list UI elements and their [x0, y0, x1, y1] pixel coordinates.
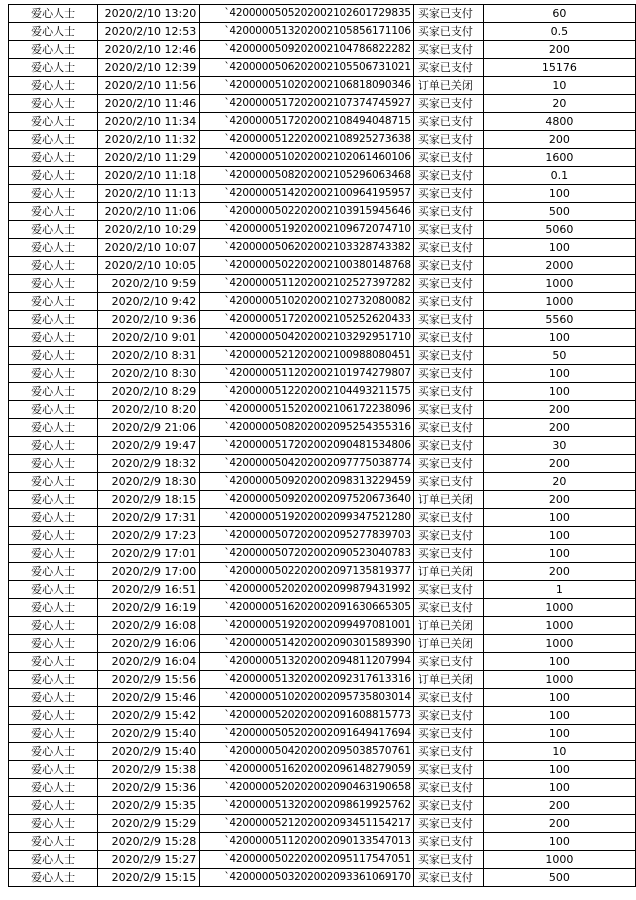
timestamp-cell: 2020/2/10 13:20	[98, 5, 200, 23]
amount-cell: 1000	[483, 599, 635, 617]
table-row	[9, 365, 636, 383]
table-row	[9, 185, 636, 203]
amount-cell: 1000	[483, 671, 635, 689]
table-row	[9, 41, 636, 59]
payment-status-cell: 买家已支付	[413, 293, 483, 311]
donor-name-cell: 爱心人士	[9, 293, 98, 311]
amount-cell: 2000	[483, 257, 635, 275]
order-number-cell: `4200000502202002100380148768	[200, 257, 414, 275]
table-row	[9, 23, 636, 41]
order-number-cell: `4200000506202002103328743382	[200, 239, 414, 257]
timestamp-cell: 2020/2/9 16:08	[98, 617, 200, 635]
table-row	[9, 743, 636, 761]
payment-status-cell: 买家已支付	[413, 833, 483, 851]
donor-name-cell: 爱心人士	[9, 851, 98, 869]
timestamp-cell: 2020/2/9 15:35	[98, 797, 200, 815]
donor-name-cell: 爱心人士	[9, 743, 98, 761]
payment-status-cell: 买家已支付	[413, 41, 483, 59]
timestamp-cell: 2020/2/10 12:39	[98, 59, 200, 77]
timestamp-cell: 2020/2/10 12:46	[98, 41, 200, 59]
payment-status-cell: 买家已支付	[413, 23, 483, 41]
donor-name-cell: 爱心人士	[9, 149, 98, 167]
payment-status-cell: 订单已关闭	[413, 671, 483, 689]
table-row	[9, 383, 636, 401]
order-number-cell: `4200000520202002099879431992	[200, 581, 414, 599]
donor-name-cell: 爱心人士	[9, 401, 98, 419]
amount-cell: 100	[483, 185, 635, 203]
donor-name-cell: 爱心人士	[9, 869, 98, 887]
timestamp-cell: 2020/2/9 17:31	[98, 509, 200, 527]
payment-status-cell: 买家已支付	[413, 59, 483, 77]
donor-name-cell: 爱心人士	[9, 527, 98, 545]
donor-name-cell: 爱心人士	[9, 653, 98, 671]
donor-name-cell: 爱心人士	[9, 41, 98, 59]
timestamp-cell: 2020/2/9 18:32	[98, 455, 200, 473]
order-number-cell: `4200000503202002093361069170	[200, 869, 414, 887]
table-row	[9, 293, 636, 311]
donor-name-cell: 爱心人士	[9, 59, 98, 77]
timestamp-cell: 2020/2/9 17:23	[98, 527, 200, 545]
order-number-cell: `4200000521202002100988080451	[200, 347, 414, 365]
timestamp-cell: 2020/2/9 15:29	[98, 815, 200, 833]
table-row	[9, 203, 636, 221]
timestamp-cell: 2020/2/9 16:06	[98, 635, 200, 653]
amount-cell: 100	[483, 365, 635, 383]
payment-status-cell: 买家已支付	[413, 725, 483, 743]
table-row	[9, 221, 636, 239]
payment-status-cell: 买家已支付	[413, 203, 483, 221]
amount-cell: 15176	[483, 59, 635, 77]
amount-cell: 100	[483, 707, 635, 725]
donor-name-cell: 爱心人士	[9, 617, 98, 635]
table-row	[9, 527, 636, 545]
timestamp-cell: 2020/2/9 15:36	[98, 779, 200, 797]
amount-cell: 100	[483, 527, 635, 545]
order-number-cell: `4200000502202002095117547051	[200, 851, 414, 869]
donor-name-cell: 爱心人士	[9, 113, 98, 131]
order-number-cell: `4200000510202002102732080082	[200, 293, 414, 311]
donor-name-cell: 爱心人士	[9, 95, 98, 113]
donor-name-cell: 爱心人士	[9, 257, 98, 275]
table-row	[9, 347, 636, 365]
payment-status-cell: 买家已支付	[413, 545, 483, 563]
payment-status-cell: 买家已支付	[413, 383, 483, 401]
amount-cell: 100	[483, 329, 635, 347]
timestamp-cell: 2020/2/10 10:05	[98, 257, 200, 275]
amount-cell: 100	[483, 509, 635, 527]
amount-cell: 1000	[483, 293, 635, 311]
donor-name-cell: 爱心人士	[9, 203, 98, 221]
order-number-cell: `4200000505202002091649417694	[200, 725, 414, 743]
donor-name-cell: 爱心人士	[9, 419, 98, 437]
order-number-cell: `4200000513202002092317613316	[200, 671, 414, 689]
order-number-cell: `4200000506202002105506731021	[200, 59, 414, 77]
amount-cell: 100	[483, 779, 635, 797]
payment-status-cell: 买家已支付	[413, 239, 483, 257]
table-row	[9, 509, 636, 527]
timestamp-cell: 2020/2/10 8:20	[98, 401, 200, 419]
donor-name-cell: 爱心人士	[9, 275, 98, 293]
order-number-cell: `4200000505202002102601729835	[200, 5, 414, 23]
donor-name-cell: 爱心人士	[9, 77, 98, 95]
amount-cell: 0.5	[483, 23, 635, 41]
table-row	[9, 491, 636, 509]
timestamp-cell: 2020/2/10 11:06	[98, 203, 200, 221]
payment-status-cell: 订单已关闭	[413, 563, 483, 581]
table-row	[9, 5, 636, 23]
order-number-cell: `4200000508202002095254355316	[200, 419, 414, 437]
timestamp-cell: 2020/2/9 17:01	[98, 545, 200, 563]
payment-status-cell: 买家已支付	[413, 527, 483, 545]
timestamp-cell: 2020/2/9 15:40	[98, 725, 200, 743]
timestamp-cell: 2020/2/9 17:00	[98, 563, 200, 581]
table-row	[9, 401, 636, 419]
timestamp-cell: 2020/2/10 9:42	[98, 293, 200, 311]
timestamp-cell: 2020/2/9 16:04	[98, 653, 200, 671]
amount-cell: 1600	[483, 149, 635, 167]
table-row	[9, 725, 636, 743]
order-number-cell: `4200000507202002090523040783	[200, 545, 414, 563]
table-row	[9, 311, 636, 329]
table-row	[9, 617, 636, 635]
amount-cell: 1000	[483, 275, 635, 293]
order-number-cell: `4200000510202002095735803014	[200, 689, 414, 707]
order-number-cell: `4200000508202002105296063468	[200, 167, 414, 185]
donor-name-cell: 爱心人士	[9, 671, 98, 689]
payment-status-cell: 买家已支付	[413, 347, 483, 365]
amount-cell: 200	[483, 419, 635, 437]
timestamp-cell: 2020/2/9 18:30	[98, 473, 200, 491]
payment-status-cell: 买家已支付	[413, 743, 483, 761]
amount-cell: 200	[483, 797, 635, 815]
payment-status-cell: 买家已支付	[413, 401, 483, 419]
timestamp-cell: 2020/2/9 15:40	[98, 743, 200, 761]
donor-name-cell: 爱心人士	[9, 347, 98, 365]
payment-status-cell: 买家已支付	[413, 653, 483, 671]
payment-status-cell: 买家已支付	[413, 419, 483, 437]
table-row	[9, 707, 636, 725]
donor-name-cell: 爱心人士	[9, 167, 98, 185]
donor-name-cell: 爱心人士	[9, 581, 98, 599]
timestamp-cell: 2020/2/9 21:06	[98, 419, 200, 437]
amount-cell: 200	[483, 815, 635, 833]
donor-name-cell: 爱心人士	[9, 329, 98, 347]
donor-name-cell: 爱心人士	[9, 455, 98, 473]
amount-cell: 20	[483, 95, 635, 113]
payment-status-cell: 订单已关闭	[413, 491, 483, 509]
payment-status-cell: 买家已支付	[413, 5, 483, 23]
amount-cell: 100	[483, 545, 635, 563]
table-row	[9, 77, 636, 95]
payment-status-cell: 买家已支付	[413, 779, 483, 797]
amount-cell: 1000	[483, 617, 635, 635]
payment-status-cell: 买家已支付	[413, 815, 483, 833]
table-row	[9, 815, 636, 833]
donor-name-cell: 爱心人士	[9, 437, 98, 455]
payment-status-cell: 买家已支付	[413, 707, 483, 725]
table-row	[9, 545, 636, 563]
amount-cell: 100	[483, 689, 635, 707]
amount-cell: 4800	[483, 113, 635, 131]
donor-name-cell: 爱心人士	[9, 563, 98, 581]
order-number-cell: `4200000513202002098619925762	[200, 797, 414, 815]
timestamp-cell: 2020/2/10 10:29	[98, 221, 200, 239]
timestamp-cell: 2020/2/10 8:31	[98, 347, 200, 365]
donor-name-cell: 爱心人士	[9, 239, 98, 257]
order-number-cell: `4200000512202002104493211575	[200, 383, 414, 401]
table-row	[9, 149, 636, 167]
payment-status-cell: 买家已支付	[413, 95, 483, 113]
payment-status-cell: 买家已支付	[413, 167, 483, 185]
amount-cell: 500	[483, 203, 635, 221]
order-number-cell: `4200000519202002099497081001	[200, 617, 414, 635]
amount-cell: 200	[483, 401, 635, 419]
payment-status-cell: 买家已支付	[413, 113, 483, 131]
payment-status-cell: 买家已支付	[413, 509, 483, 527]
table-row	[9, 329, 636, 347]
amount-cell: 100	[483, 833, 635, 851]
donor-name-cell: 爱心人士	[9, 221, 98, 239]
table-row	[9, 455, 636, 473]
payment-status-cell: 买家已支付	[413, 257, 483, 275]
donor-name-cell: 爱心人士	[9, 491, 98, 509]
amount-cell: 500	[483, 869, 635, 887]
amount-cell: 200	[483, 455, 635, 473]
table-row	[9, 635, 636, 653]
order-number-cell: `4200000502202002103915945646	[200, 203, 414, 221]
order-number-cell: `4200000504202002097775038774	[200, 455, 414, 473]
amount-cell: 1000	[483, 851, 635, 869]
timestamp-cell: 2020/2/9 15:15	[98, 869, 200, 887]
table-row	[9, 419, 636, 437]
amount-cell: 0.1	[483, 167, 635, 185]
amount-cell: 200	[483, 131, 635, 149]
amount-cell: 100	[483, 725, 635, 743]
order-number-cell: `4200000515202002106172238096	[200, 401, 414, 419]
timestamp-cell: 2020/2/9 15:28	[98, 833, 200, 851]
timestamp-cell: 2020/2/9 15:56	[98, 671, 200, 689]
payment-status-cell: 买家已支付	[413, 797, 483, 815]
table-row	[9, 437, 636, 455]
donor-name-cell: 爱心人士	[9, 599, 98, 617]
donor-name-cell: 爱心人士	[9, 383, 98, 401]
order-number-cell: `4200000517202002107374745927	[200, 95, 414, 113]
amount-cell: 5060	[483, 221, 635, 239]
order-number-cell: `4200000519202002109672074710	[200, 221, 414, 239]
timestamp-cell: 2020/2/10 11:56	[98, 77, 200, 95]
order-number-cell: `4200000504202002103292951710	[200, 329, 414, 347]
timestamp-cell: 2020/2/10 8:30	[98, 365, 200, 383]
donor-name-cell: 爱心人士	[9, 689, 98, 707]
amount-cell: 200	[483, 41, 635, 59]
payment-status-cell: 买家已支付	[413, 365, 483, 383]
order-number-cell: `4200000513202002094811207994	[200, 653, 414, 671]
donor-name-cell: 爱心人士	[9, 815, 98, 833]
timestamp-cell: 2020/2/9 16:19	[98, 599, 200, 617]
order-number-cell: `4200000517202002105252620433	[200, 311, 414, 329]
amount-cell: 100	[483, 239, 635, 257]
donor-name-cell: 爱心人士	[9, 635, 98, 653]
payment-status-cell: 买家已支付	[413, 455, 483, 473]
timestamp-cell: 2020/2/10 11:13	[98, 185, 200, 203]
donation-table	[8, 4, 636, 887]
amount-cell: 1	[483, 581, 635, 599]
amount-cell: 1000	[483, 635, 635, 653]
timestamp-cell: 2020/2/10 12:53	[98, 23, 200, 41]
timestamp-cell: 2020/2/10 11:29	[98, 149, 200, 167]
amount-cell: 20	[483, 473, 635, 491]
table-row	[9, 761, 636, 779]
payment-status-cell: 买家已支付	[413, 185, 483, 203]
timestamp-cell: 2020/2/9 16:51	[98, 581, 200, 599]
table-row	[9, 563, 636, 581]
order-number-cell: `4200000511202002102527397282	[200, 275, 414, 293]
amount-cell: 60	[483, 5, 635, 23]
donor-name-cell: 爱心人士	[9, 365, 98, 383]
order-number-cell: `4200000519202002099347521280	[200, 509, 414, 527]
donor-name-cell: 爱心人士	[9, 311, 98, 329]
timestamp-cell: 2020/2/9 19:47	[98, 437, 200, 455]
table-row	[9, 779, 636, 797]
payment-status-cell: 买家已支付	[413, 329, 483, 347]
donor-name-cell: 爱心人士	[9, 779, 98, 797]
amount-cell: 100	[483, 383, 635, 401]
order-number-cell: `4200000516202002091630665305	[200, 599, 414, 617]
timestamp-cell: 2020/2/10 8:29	[98, 383, 200, 401]
table-row	[9, 599, 636, 617]
donor-name-cell: 爱心人士	[9, 131, 98, 149]
table-row	[9, 653, 636, 671]
table-row	[9, 851, 636, 869]
table-row	[9, 239, 636, 257]
order-number-cell: `4200000514202002100964195957	[200, 185, 414, 203]
order-number-cell: `4200000504202002095038570761	[200, 743, 414, 761]
order-number-cell: `4200000502202002097135819377	[200, 563, 414, 581]
amount-cell: 100	[483, 761, 635, 779]
order-number-cell: `4200000512202002108925273638	[200, 131, 414, 149]
timestamp-cell: 2020/2/10 11:18	[98, 167, 200, 185]
payment-status-cell: 买家已支付	[413, 437, 483, 455]
timestamp-cell: 2020/2/10 10:07	[98, 239, 200, 257]
donor-name-cell: 爱心人士	[9, 473, 98, 491]
payment-status-cell: 买家已支付	[413, 851, 483, 869]
payment-status-cell: 买家已支付	[413, 473, 483, 491]
order-number-cell: `4200000520202002090463190658	[200, 779, 414, 797]
table-row	[9, 257, 636, 275]
payment-status-cell: 买家已支付	[413, 311, 483, 329]
donor-name-cell: 爱心人士	[9, 725, 98, 743]
timestamp-cell: 2020/2/10 11:46	[98, 95, 200, 113]
table-row	[9, 797, 636, 815]
amount-cell: 5560	[483, 311, 635, 329]
table-row	[9, 689, 636, 707]
timestamp-cell: 2020/2/10 11:32	[98, 131, 200, 149]
payment-status-cell: 买家已支付	[413, 131, 483, 149]
table-row	[9, 275, 636, 293]
timestamp-cell: 2020/2/9 15:27	[98, 851, 200, 869]
table-row	[9, 473, 636, 491]
order-number-cell: `4200000517202002108494048715	[200, 113, 414, 131]
payment-status-cell: 订单已关闭	[413, 635, 483, 653]
timestamp-cell: 2020/2/10 9:59	[98, 275, 200, 293]
timestamp-cell: 2020/2/9 15:38	[98, 761, 200, 779]
table-row	[9, 581, 636, 599]
timestamp-cell: 2020/2/9 18:15	[98, 491, 200, 509]
donor-name-cell: 爱心人士	[9, 545, 98, 563]
timestamp-cell: 2020/2/9 15:46	[98, 689, 200, 707]
order-number-cell: `4200000509202002097520673640	[200, 491, 414, 509]
amount-cell: 50	[483, 347, 635, 365]
table-row	[9, 59, 636, 77]
order-number-cell: `4200000510202002102061460106	[200, 149, 414, 167]
order-number-cell: `4200000516202002096148279059	[200, 761, 414, 779]
payment-status-cell: 买家已支付	[413, 761, 483, 779]
donor-name-cell: 爱心人士	[9, 833, 98, 851]
table-row	[9, 671, 636, 689]
payment-status-cell: 买家已支付	[413, 149, 483, 167]
order-number-cell: `4200000509202002098313229459	[200, 473, 414, 491]
order-number-cell: `4200000507202002095277839703	[200, 527, 414, 545]
payment-status-cell: 买家已支付	[413, 869, 483, 887]
order-number-cell: `4200000509202002104786822282	[200, 41, 414, 59]
payment-status-cell: 买家已支付	[413, 599, 483, 617]
timestamp-cell: 2020/2/10 11:34	[98, 113, 200, 131]
amount-cell: 10	[483, 77, 635, 95]
order-number-cell: `4200000514202002090301589390	[200, 635, 414, 653]
table-row	[9, 95, 636, 113]
order-number-cell: `4200000511202002101974279807	[200, 365, 414, 383]
table-row	[9, 131, 636, 149]
timestamp-cell: 2020/2/10 9:01	[98, 329, 200, 347]
amount-cell: 200	[483, 491, 635, 509]
payment-status-cell: 订单已关闭	[413, 77, 483, 95]
timestamp-cell: 2020/2/10 9:36	[98, 311, 200, 329]
donor-name-cell: 爱心人士	[9, 185, 98, 203]
amount-cell: 30	[483, 437, 635, 455]
table-row	[9, 833, 636, 851]
order-number-cell: `4200000521202002093451154217	[200, 815, 414, 833]
donor-name-cell: 爱心人士	[9, 509, 98, 527]
timestamp-cell: 2020/2/9 15:42	[98, 707, 200, 725]
order-number-cell: `4200000511202002090133547013	[200, 833, 414, 851]
order-number-cell: `4200000513202002105856171106	[200, 23, 414, 41]
donation-table-body	[9, 5, 636, 887]
order-number-cell: `4200000510202002106818090346	[200, 77, 414, 95]
payment-status-cell: 买家已支付	[413, 581, 483, 599]
donor-name-cell: 爱心人士	[9, 761, 98, 779]
table-row	[9, 113, 636, 131]
amount-cell: 10	[483, 743, 635, 761]
donor-name-cell: 爱心人士	[9, 23, 98, 41]
donor-name-cell: 爱心人士	[9, 797, 98, 815]
amount-cell: 200	[483, 563, 635, 581]
donor-name-cell: 爱心人士	[9, 707, 98, 725]
order-number-cell: `4200000517202002090481534806	[200, 437, 414, 455]
payment-status-cell: 买家已支付	[413, 275, 483, 293]
donor-name-cell: 爱心人士	[9, 5, 98, 23]
payment-status-cell: 订单已关闭	[413, 617, 483, 635]
table-row	[9, 869, 636, 887]
table-row	[9, 167, 636, 185]
amount-cell: 100	[483, 653, 635, 671]
payment-status-cell: 买家已支付	[413, 221, 483, 239]
payment-status-cell: 买家已支付	[413, 689, 483, 707]
order-number-cell: `4200000520202002091608815773	[200, 707, 414, 725]
